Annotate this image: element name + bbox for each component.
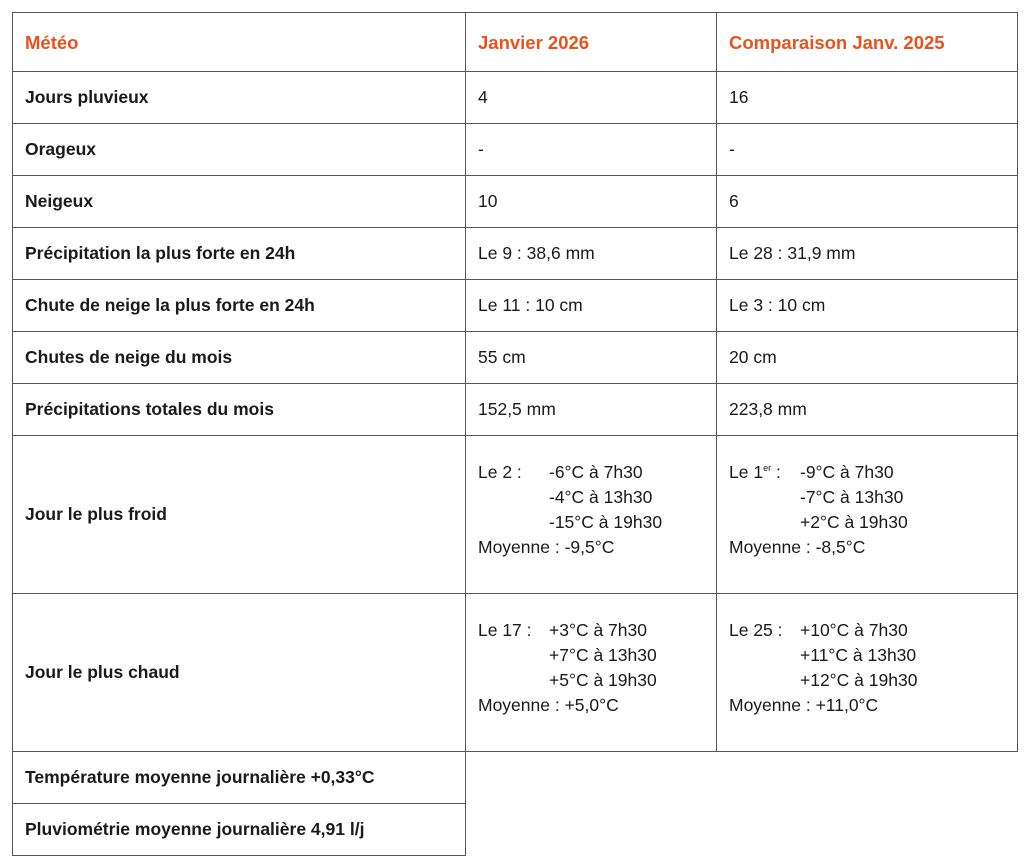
row-label: Chute de neige la plus forte en 24h xyxy=(13,280,466,332)
value-2026: 152,5 mm xyxy=(466,384,717,436)
average-temp: Moyenne : -9,5°C xyxy=(478,537,615,557)
header-january-2026: Janvier 2026 xyxy=(466,13,717,72)
row-label: Jour le plus chaud xyxy=(13,594,466,752)
value-2025: 6 xyxy=(717,176,1018,228)
row-label: Neigeux xyxy=(13,176,466,228)
row-label: Précipitations totales du mois xyxy=(13,384,466,436)
weather-table xyxy=(12,12,1018,856)
table-row-max-precip xyxy=(13,228,1018,280)
value-2025: 223,8 mm xyxy=(717,384,1018,436)
table-row-monthly-snow xyxy=(13,332,1018,384)
temp-midday: -4°C à 13h30 xyxy=(549,487,653,507)
value-2025: 16 xyxy=(717,72,1018,124)
temp-midday: -7°C à 13h30 xyxy=(800,487,904,507)
table-row-warmest-day xyxy=(13,594,1018,752)
value-2026: Le 11 : 10 cm xyxy=(466,280,717,332)
temp-evening: +2°C à 19h30 xyxy=(800,512,908,532)
table-row-avg-temp xyxy=(13,752,1018,804)
table-row-snowy xyxy=(13,176,1018,228)
temp-morning: -9°C à 7h30 xyxy=(800,462,894,482)
warmest-2026 xyxy=(466,594,717,752)
temp-evening: -15°C à 19h30 xyxy=(549,512,663,532)
row-label: Orageux xyxy=(13,124,466,176)
value-2025: Le 28 : 31,9 mm xyxy=(717,228,1018,280)
header-meteo: Météo xyxy=(13,13,466,72)
value-2025: 20 cm xyxy=(717,332,1018,384)
coldest-2025 xyxy=(717,436,1018,594)
temp-morning: +3°C à 7h30 xyxy=(549,620,647,640)
value-2026: 10 xyxy=(466,176,717,228)
value-2026: - xyxy=(466,124,717,176)
value-2026: 4 xyxy=(466,72,717,124)
avg-temp-label: Température moyenne journalière +0,33°C xyxy=(13,752,466,804)
table-row-max-snowfall xyxy=(13,280,1018,332)
day-label: Le 17 : xyxy=(478,620,532,640)
average-temp: Moyenne : -8,5°C xyxy=(729,537,866,557)
row-label: Jour le plus froid xyxy=(13,436,466,594)
avg-rain-label: Pluviométrie moyenne journalière 4,91 l/j xyxy=(13,804,466,856)
temp-midday: +7°C à 13h30 xyxy=(549,645,657,665)
warmest-2025 xyxy=(717,594,1018,752)
value-2025: - xyxy=(717,124,1018,176)
temp-morning: -6°C à 7h30 xyxy=(549,462,643,482)
table-row-total-precip xyxy=(13,384,1018,436)
table-row-stormy xyxy=(13,124,1018,176)
temp-evening: +12°C à 19h30 xyxy=(800,670,918,690)
table-row-coldest-day xyxy=(13,436,1018,594)
weather-table-container xyxy=(12,12,1017,856)
average-temp: Moyenne : +11,0°C xyxy=(729,695,879,715)
temp-morning: +10°C à 7h30 xyxy=(800,620,908,640)
day-label: Le 2 : xyxy=(478,462,522,482)
header-comparison-2025: Comparaison Janv. 2025 xyxy=(717,13,1018,72)
row-label: Précipitation la plus forte en 24h xyxy=(13,228,466,280)
value-2025: Le 3 : 10 cm xyxy=(717,280,1018,332)
day-label: Le 25 : xyxy=(729,620,783,640)
coldest-2026 xyxy=(466,436,717,594)
average-temp: Moyenne : +5,0°C xyxy=(478,695,619,715)
value-2026: Le 9 : 38,6 mm xyxy=(466,228,717,280)
row-label: Chutes de neige du mois xyxy=(13,332,466,384)
table-row-rainy-days xyxy=(13,72,1018,124)
row-label: Jours pluvieux xyxy=(13,72,466,124)
temp-evening: +5°C à 19h30 xyxy=(549,670,657,690)
value-2026: 55 cm xyxy=(466,332,717,384)
day-label: Le 1er : xyxy=(729,462,781,482)
table-header-row xyxy=(13,13,1018,72)
temp-midday: +11°C à 13h30 xyxy=(800,645,917,665)
